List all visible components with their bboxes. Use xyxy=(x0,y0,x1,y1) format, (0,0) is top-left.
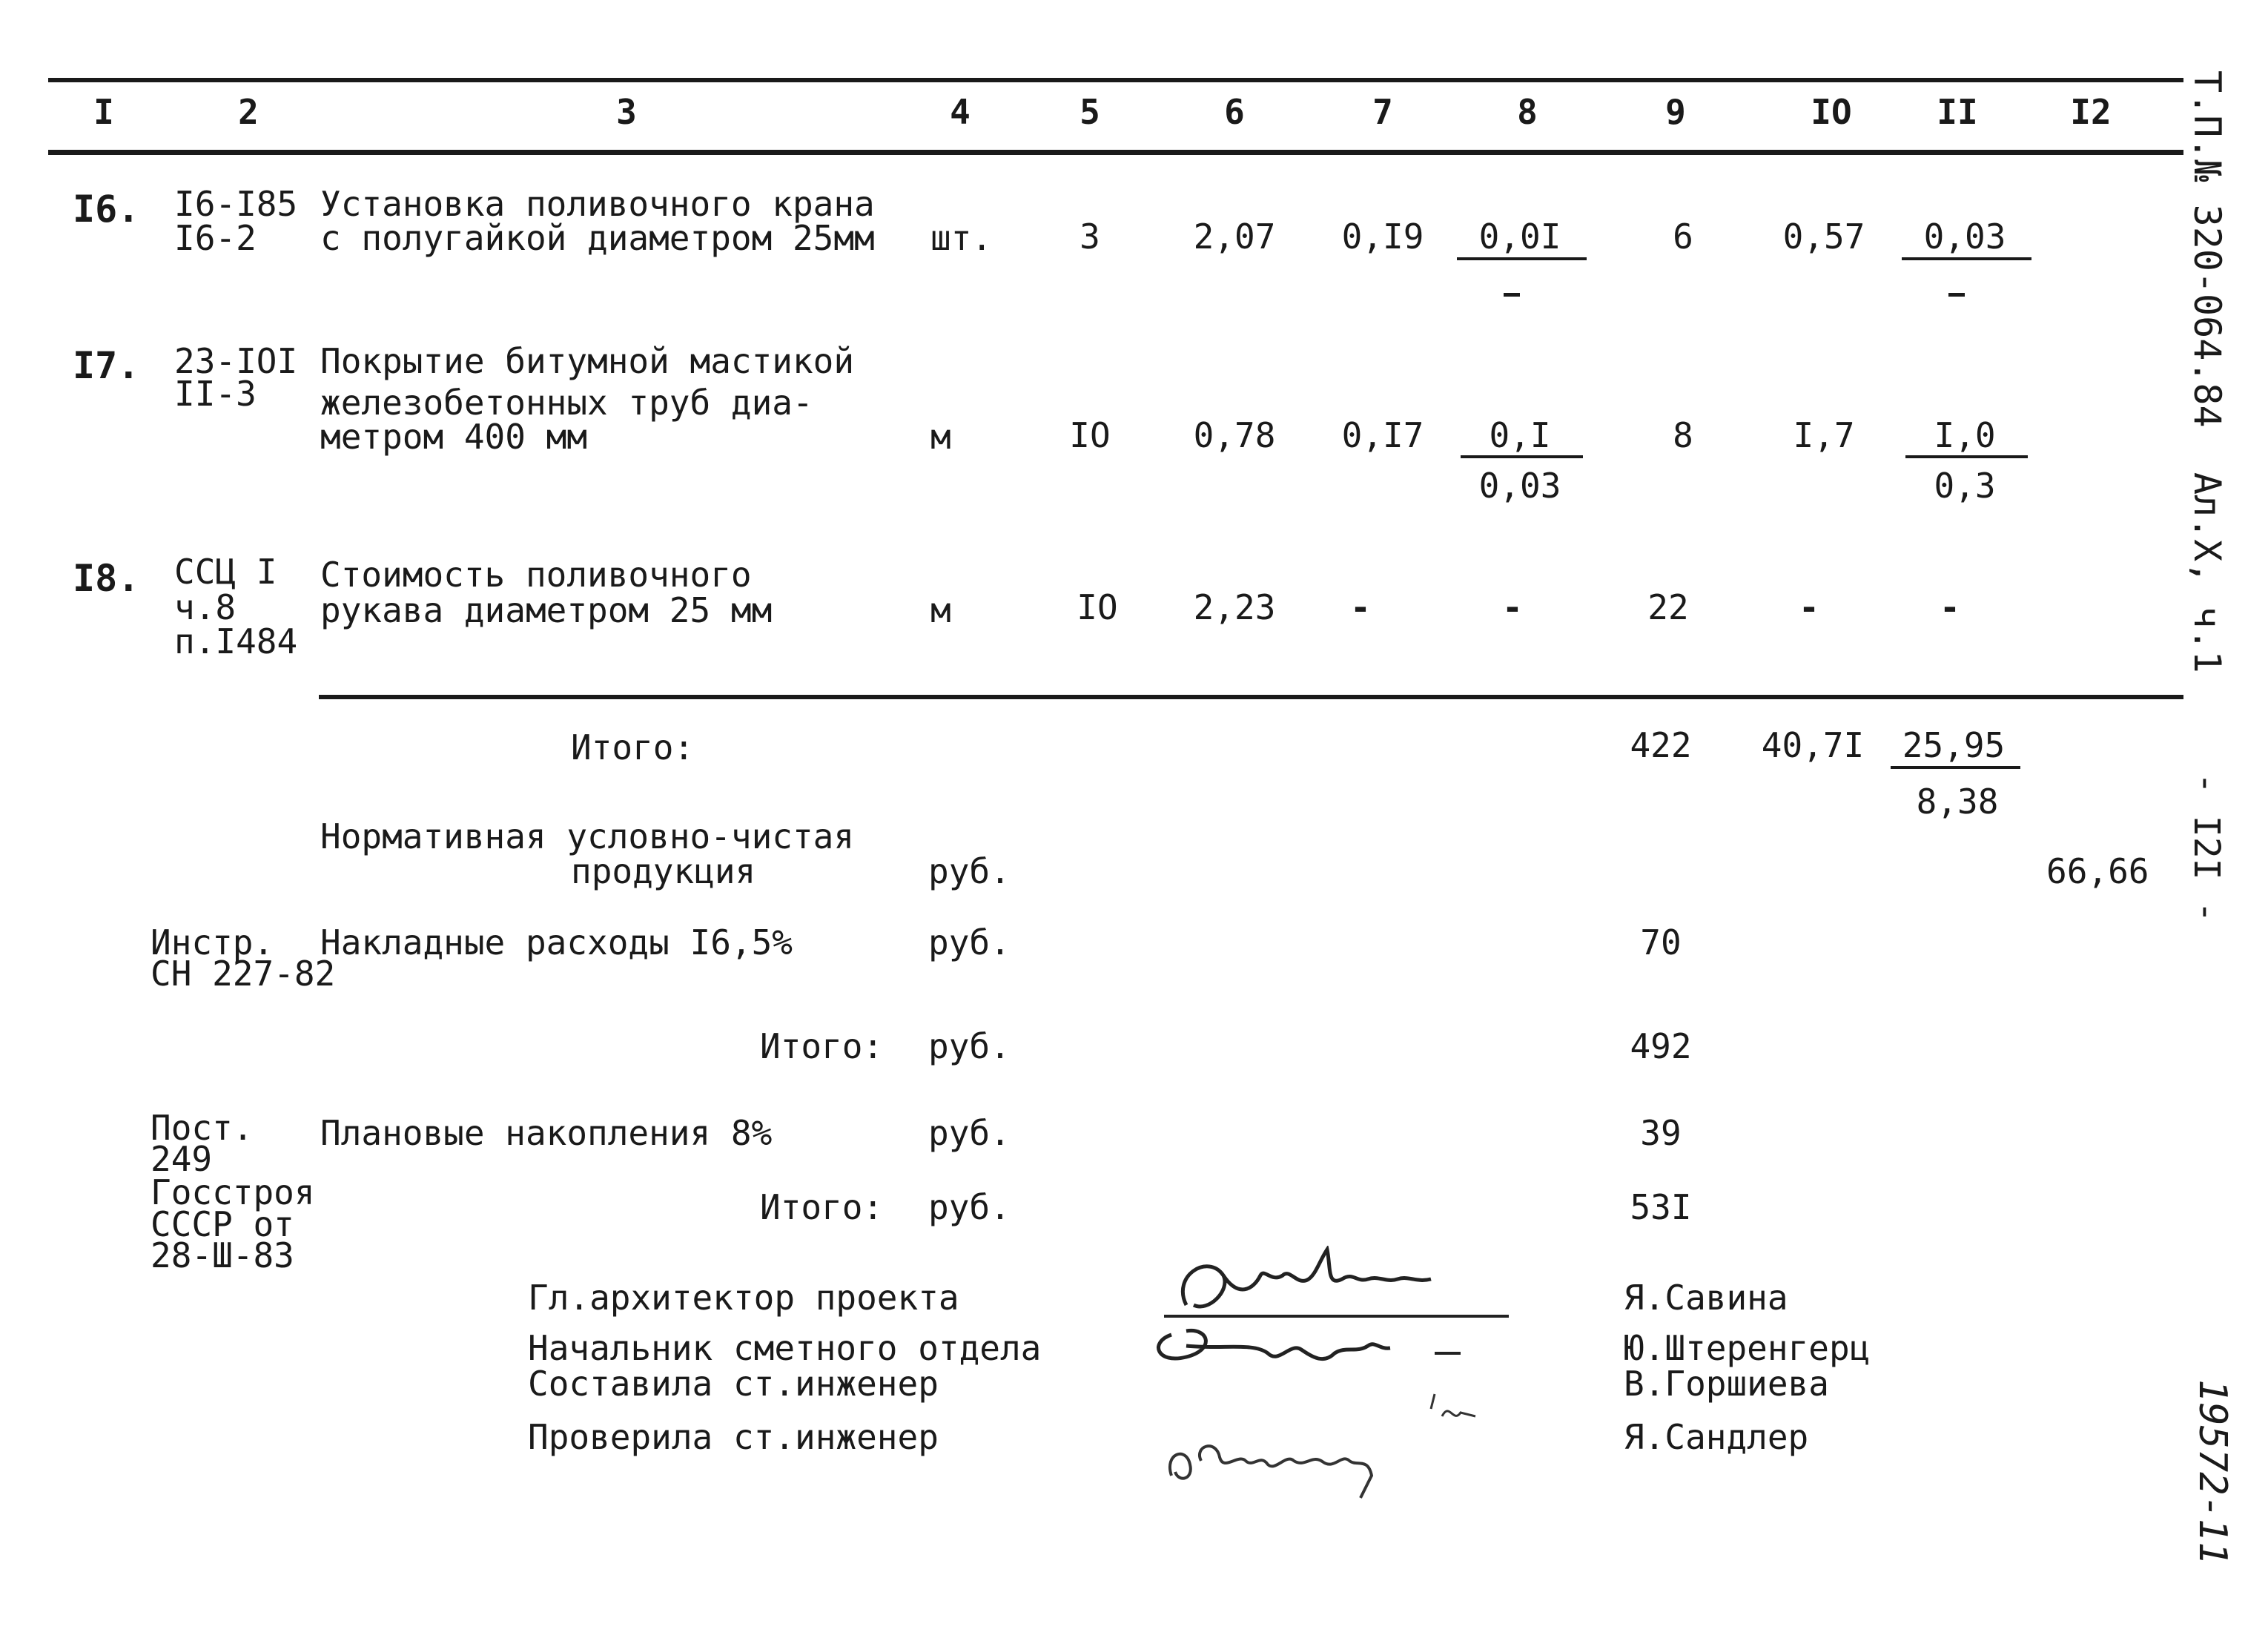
row-cell-10: 0,57 xyxy=(1782,217,1865,257)
plan-reference: Пост. xyxy=(151,1108,254,1148)
plan-reference: СССР от xyxy=(151,1204,294,1244)
plan-unit: руб. xyxy=(928,1113,1011,1153)
row-unit: шт. xyxy=(930,218,993,258)
normative-cell-12: 66,66 xyxy=(2046,851,2149,891)
row-cell-11-top: 0,03 xyxy=(1923,217,2006,257)
row-cell-5: IO xyxy=(1069,415,1111,455)
row-cell-7: 0,I9 xyxy=(1341,217,1424,257)
header-rule xyxy=(48,150,2183,155)
top-rule xyxy=(48,78,2183,82)
row-cell-11-top: I,0 xyxy=(1934,415,1996,455)
col-header: 9 xyxy=(1665,92,1686,132)
col-header: 2 xyxy=(238,92,259,132)
row-code: ССЦ I xyxy=(174,552,277,592)
total-unit: руб. xyxy=(928,1026,1011,1066)
row-cell-9: 22 xyxy=(1647,587,1689,627)
handwritten-signature xyxy=(1142,1312,1483,1379)
document-reference: Т.П.№ 320-064.84 Ал.Х, ч.1 xyxy=(2186,70,2229,673)
signer-role: Составила ст.инженер xyxy=(528,1364,939,1404)
total-cell-10: 40,7I xyxy=(1761,725,1865,765)
signer-name: Я.Савина xyxy=(1624,1278,1788,1318)
row-cell-9: 6 xyxy=(1673,217,1693,257)
plan-cell-9: 39 xyxy=(1640,1113,1682,1153)
row-description: железобетонных труб диа- xyxy=(320,383,813,423)
col-header: 4 xyxy=(950,92,971,132)
row-cell-5: 3 xyxy=(1080,217,1100,257)
row-cell-10: - xyxy=(1799,587,1819,627)
total-cell-9: 422 xyxy=(1630,725,1692,765)
overhead-unit: руб. xyxy=(928,922,1011,962)
col-header: 7 xyxy=(1372,92,1393,132)
col-header: 5 xyxy=(1080,92,1100,132)
total-cell-9: 492 xyxy=(1630,1026,1692,1066)
col-header: IO xyxy=(1811,92,1852,132)
totals-rule xyxy=(319,695,2183,699)
signer-name: Я.Сандлер xyxy=(1624,1417,1809,1457)
total-label: Итого: xyxy=(571,727,695,767)
archive-number: 19572-11 xyxy=(2190,1379,2235,1565)
row-cell-7: 0,I7 xyxy=(1341,415,1424,455)
overhead-reference: СН 227-82 xyxy=(151,954,336,994)
row-cell-11-bottom: 0,3 xyxy=(1934,466,1996,506)
row-description: Установка поливочного крана xyxy=(320,184,875,224)
fraction-line xyxy=(1902,257,2031,260)
fraction-line xyxy=(1457,257,1587,260)
normative-label: продукция xyxy=(571,851,756,891)
row-cell-9: 8 xyxy=(1673,415,1693,455)
row-code: II-3 xyxy=(174,374,257,414)
total-label: Итого: xyxy=(760,1187,884,1227)
fraction-line xyxy=(1461,455,1583,458)
row-description: с полугайкой диаметром 25мм xyxy=(320,218,875,258)
row-cell-5: IO xyxy=(1077,587,1118,627)
row-unit: м xyxy=(930,590,951,630)
row-code: I6-2 xyxy=(174,218,257,258)
row-cell-6: 0,78 xyxy=(1193,415,1276,455)
col-header: I xyxy=(93,92,114,132)
row-number: I7. xyxy=(73,344,140,387)
row-cell-8: - xyxy=(1502,587,1523,627)
signer-role: Начальник сметного отдела xyxy=(528,1328,1042,1368)
row-cell-8-top: 0,I xyxy=(1489,415,1551,455)
total-unit: руб. xyxy=(928,1187,1011,1227)
plan-reference: 249 xyxy=(151,1139,213,1179)
row-description: Стоимость поливочного xyxy=(320,555,752,595)
signer-name: Ю.Штеренгерц xyxy=(1624,1328,1871,1368)
signer-role: Гл.архитектор проекта xyxy=(528,1278,959,1318)
fraction-line xyxy=(1891,766,2020,769)
row-description: метром 400 мм xyxy=(320,417,588,457)
col-header: 8 xyxy=(1517,92,1538,132)
row-code: ч.8 xyxy=(174,587,237,627)
row-code: I6-I85 xyxy=(174,184,298,224)
row-code: 23-IOI xyxy=(174,341,298,381)
overhead-label: Накладные расходы I6,5% xyxy=(320,922,793,962)
dash-mark xyxy=(1948,293,1965,297)
total-label: Итого: xyxy=(760,1026,884,1066)
plan-reference: Госстроя xyxy=(151,1172,315,1212)
overhead-reference: Инстр. xyxy=(151,922,274,962)
row-cell-6: 2,07 xyxy=(1193,217,1276,257)
total-cell-11-bottom: 8,38 xyxy=(1916,782,1999,822)
handwritten-signature xyxy=(1157,1379,1498,1513)
plan-reference: 28-Ш-83 xyxy=(151,1235,294,1275)
total-cell-11-top: 25,95 xyxy=(1902,725,2006,765)
row-cell-7: - xyxy=(1350,587,1371,627)
dash-mark xyxy=(1504,293,1520,297)
plan-label: Плановые накопления 8% xyxy=(320,1113,773,1153)
row-cell-10: I,7 xyxy=(1793,415,1855,455)
col-header: 6 xyxy=(1224,92,1245,132)
signer-role: Проверила ст.инженер xyxy=(528,1417,939,1457)
row-description: рукава диаметром 25 мм xyxy=(320,590,773,630)
overhead-cell-9: 70 xyxy=(1640,922,1682,962)
row-code: п.I484 xyxy=(174,621,298,661)
fraction-line xyxy=(1905,455,2028,458)
total-cell-9: 53I xyxy=(1630,1187,1692,1227)
col-header: II xyxy=(1937,92,1978,132)
row-cell-6: 2,23 xyxy=(1193,587,1276,627)
row-cell-11: - xyxy=(1940,587,1960,627)
normative-label: Нормативная условно-чистая xyxy=(320,816,855,856)
row-cell-8-top: 0,0I xyxy=(1478,217,1561,257)
signer-name: В.Горшиева xyxy=(1624,1364,1829,1404)
row-cell-8-bottom: 0,03 xyxy=(1478,466,1561,506)
row-number: I6. xyxy=(73,188,140,231)
col-header: I2 xyxy=(2070,92,2112,132)
col-header: 3 xyxy=(616,92,637,132)
normative-unit: руб. xyxy=(928,851,1011,891)
row-description: Покрытие битумной мастикой xyxy=(320,341,855,381)
page-number: - I2I - xyxy=(2186,773,2227,923)
row-unit: м xyxy=(930,417,951,457)
row-number: I8. xyxy=(73,557,140,600)
